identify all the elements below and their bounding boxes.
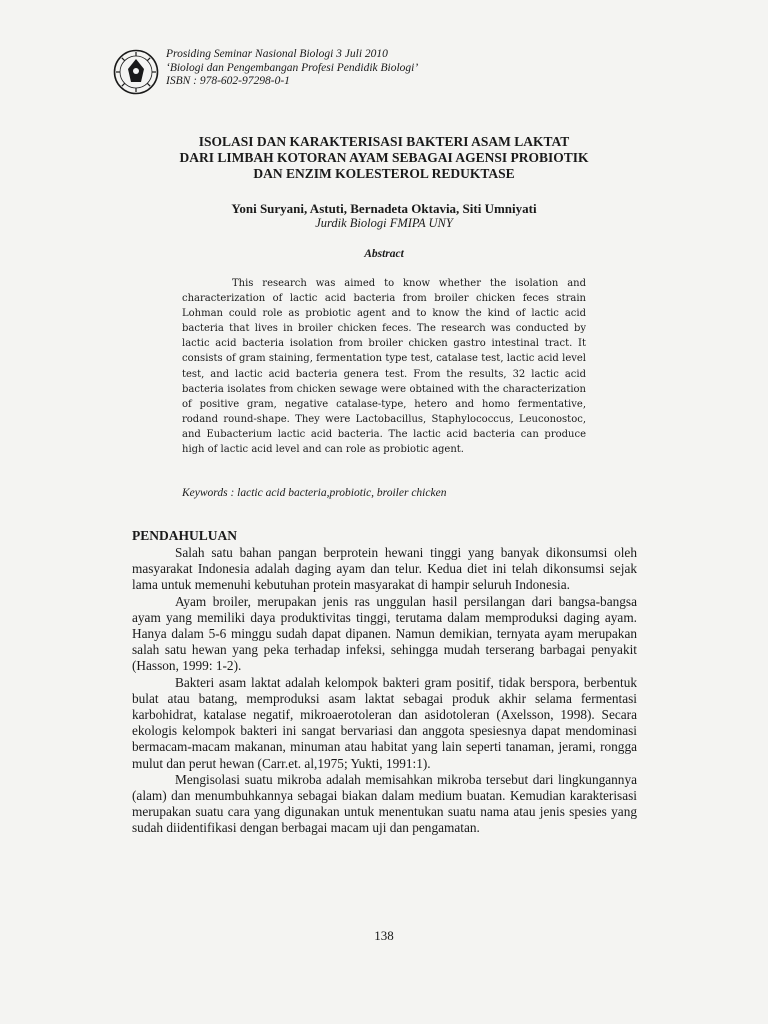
abstract-text: This research was aimed to know whether the isolation and characterization of lactic acid bacteria from broiler chicken feces strain Lohman could role as probiotic agent and to know the kind of lactic acid bacteria that lives in broiler chicken feces. The research was conducted by lactic acid bacteria isolation from broiler chicken gastro intestinal tract. It consists of gram staining, fermentation type test, catalase test, lactic acid level test, and lactic acid bacteria genera test. From the results, 32 lactic acid bacteria isolates from chicken sewage were obtained with the characterization of positive gram, negative catalase-type, hetero and homo fermentative, rodand round-shape. They were Lactobacillus, Staphylococcus, Leuconostoc, and Eubacterium lactic acid bacteria. The lactic acid bacteria can produce high of lactic acid level and can role as probiotic agent. (182, 278, 586, 456)
page-number: 138 (374, 928, 394, 943)
proceedings-header (166, 48, 418, 89)
body-text (132, 545, 637, 837)
paper-title-line-1: ISOLASI DAN KARAKTERISASI BAKTERI ASAM LAKTAT (198, 134, 570, 149)
paper-title (0, 134, 768, 182)
body-paragraph: Salah satu bahan pangan berprotein hewani tinggi yang banyak dikonsumsi oleh masyarakat Indonesia adalah daging ayam dan telur. Kedua diet ini telah dikonsumsi sejak lama untuk memenuhi kebutuhan protein masyarakat di hampir seluruh Indonesia. (132, 545, 637, 593)
paper-title-line-2: DARI LIMBAH KOTORAN AYAM SEBAGAI AGENSI PROBIOTIK (179, 150, 589, 165)
body-paragraph: Bakteri asam laktat adalah kelompok bakteri gram positif, tidak berspora, berbentuk bulat atau batang, memproduksi asam laktat sebagai produk akhir selama fermentasi karbohidrat, katalase negatif, mikroaerotoleran dan asidotoleran (Axelsson, 1998). Secara ekologis kelompok bakteri ini sangat bervariasi dan anggota spesiesnya dapat mendominasi bermacam-macam makanan, minuman atau habitat yang lain seperti tanaman, jerami, rongga mulut dan perut hewan (Carr.et. al,1975; Yukti, 1991:1). (132, 674, 637, 771)
authors: Yoni Suryani, Astuti, Bernadeta Oktavia, Siti Umniyati (231, 201, 537, 216)
section-heading: PENDAHULUAN (132, 528, 238, 543)
header-proceedings-title: Prosiding Seminar Nasional Biologi 3 Juli 2010 (166, 48, 388, 60)
header-isbn: ISBN : 978-602-97298-0-1 (166, 75, 290, 87)
body-paragraph: Mengisolasi suatu mikroba adalah memisahkan mikroba tersebut dari lingkungannya (alam) dan menumbuhkannya sebagai biakan dalam medium buatan. Kemudian karakterisasi merupakan suatu cara yang digunakan untuk menentukan suatu nama atau jenis spesies yang sudah diidentifikasi dengan berbagai macam uji dan pengamatan. (132, 771, 637, 836)
header-theme: ‘Biologi dan Pengembangan Profesi Pendidik Biologi’ (166, 61, 419, 74)
affiliation: Jurdik Biologi FMIPA UNY (315, 216, 453, 230)
abstract-heading: Abstract (364, 248, 404, 260)
keywords: Keywords : lactic acid bacteria,probiotic, broiler chicken (182, 487, 447, 499)
paper-title-line-3: DAN ENZIM KOLESTEROL REDUKTASE (253, 166, 515, 181)
body-paragraph: Ayam broiler, merupakan jenis ras unggulan hasil persilangan dari bangsa-bangsa ayam yang memiliki daya produktivitas tinggi, terutama dalam memproduksi daging ayam. Hanya dalam 5-6 minggu sudah dapat dipanen. Namun demikian, ternyata ayam merupakan salah satu hewan yang peka terhadap infeksi, sehingga mudah terserang barbagai penyakit (Hasson, 1999: 1-2). (132, 593, 637, 674)
university-seal-logo (113, 49, 159, 95)
